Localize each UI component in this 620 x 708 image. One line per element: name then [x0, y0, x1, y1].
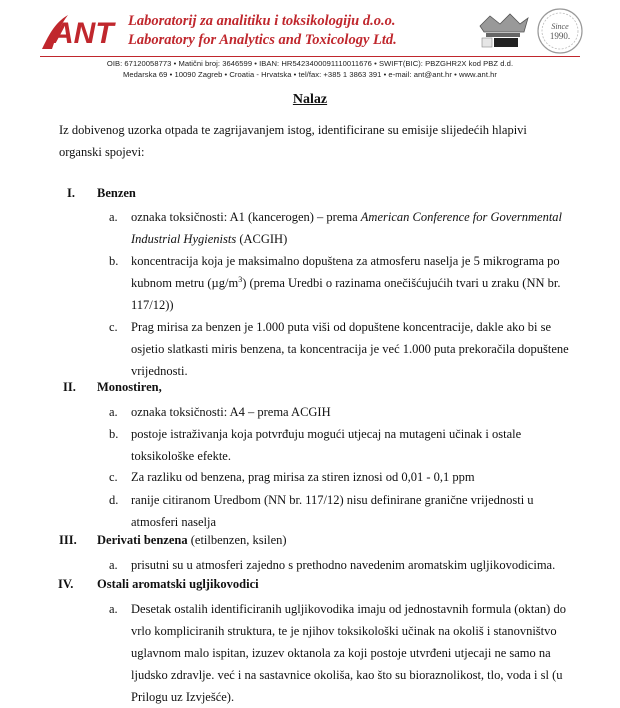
header-divider — [40, 56, 580, 57]
item-marker: d. — [109, 493, 119, 507]
company-name-en: Laboratory for Analytics and Toxicology Ltd. — [128, 32, 397, 48]
award-crown-icon — [474, 12, 532, 50]
item-marker: c. — [109, 320, 118, 334]
section-heading: Ostali aromatski ugljikovodici — [97, 577, 259, 591]
item-marker: a. — [109, 405, 118, 419]
contact-line-1: OIB: 67120058773 • Matični broj: 3646599 • IBAN: HR5423400091110011676 • SWIFT(BIC): PBZGHR2X kod PBZ d.d. — [106, 59, 514, 68]
section-heading: Derivati benzena — [97, 533, 188, 547]
item-marker: b. — [109, 254, 119, 268]
item-marker: a. — [109, 602, 118, 616]
intro-paragraph: Iz dobivenog uzorka otpada te zagrijavanjem istog, identificirane su emisije slijedećih hlapivi organski spojevi: — [59, 123, 527, 159]
item-text: postoje istraživanja koja potvrđuju mogući utjecaj na mutageni učinak i ostale toksikološke efekte. — [131, 427, 522, 463]
item-text: prisutni su u atmosferi zajedno s prethodno navedenim aromatskim ugljikovodicima. — [131, 558, 556, 572]
item-text: Desetak ostalih identificiranih ugljikovodika imaju od jednostavnih formula (oktan) do vrlo kompliciranih struktura, te je njihov toksikološki učinak na okoliš i stanovništvo uglavnom malo ispitan, izuzev oktanola za koji postoje utvrđeni utjecaji ne samo na ljudsko zdravlje. već i na sastavnice okoliša, kao što su bioraznolikost, tlo, voda i sl (u Prilogu uz Izvješće). — [131, 602, 566, 704]
section-heading: Monostiren, — [97, 380, 162, 394]
item-marker: a. — [109, 210, 118, 224]
since-text: Since — [551, 22, 569, 31]
item-marker: a. — [109, 558, 118, 572]
section-heading-suffix: (etilbenzen, ksilen) — [187, 533, 287, 547]
contact-line-2: Medarska 69 • 10090 Zagreb • Croatia - Hrvatska • tel/fax: +385 1 3863 391 • e-mail: ant@ant.hr • www.ant.hr — [123, 70, 497, 79]
section-numeral: III. — [59, 533, 77, 547]
since-year: 1990. — [549, 31, 571, 41]
item-marker: b. — [109, 427, 119, 441]
section-numeral: II. — [63, 380, 76, 394]
document-title: Nalaz — [292, 92, 328, 107]
item-text: oznaka toksičnosti: A4 – prema ACGIH — [131, 405, 331, 419]
item-text: Za razliku od benzena, prag mirisa za stiren iznosi od 0,01 - 0,1 ppm — [131, 470, 475, 484]
logo-text: ANT — [52, 17, 114, 50]
ant-logo — [38, 9, 118, 51]
section-heading: Benzen — [97, 186, 136, 200]
section-numeral: I. — [67, 186, 75, 200]
company-name-hr: Laboratorij za analitiku i toksikologiju d.o.o. — [128, 13, 396, 29]
item-text: koncentracija koja je maksimalno dopuštena za atmosferu naselja je 5 mikrograma po kubnom metru $(\mu g/m^3)$ (prema Uredbi o razinama onečišćujućih tvari u zraku (NN br. 117/12)) — [131, 254, 561, 312]
acgih-italic: American Conference for Governmental Industrial Hygienists — [131, 210, 563, 246]
item-text: Prag mirisa za benzen je 1.000 puta viši od dopuštene koncentracije, dakle ako bi se osjetio slatkasti miris benzena, ta koncentracija je već 1.000 puta prekoračila dopuštene vrijednosti. — [131, 320, 569, 378]
item-marker: c. — [109, 470, 118, 484]
item-text: oznaka toksičnosti: A1 (kancerogen) – prema American Conference for Governmental Industrial Hygienists (ACGIH) — [131, 210, 563, 246]
section-numeral: IV. — [58, 577, 74, 591]
since-1990-seal — [536, 7, 584, 55]
company-name — [128, 12, 397, 50]
item-text: ranije citiranom Uredbom (NN br. 117/12) nisu definirane granične vrijednosti u atmosferi naselja — [131, 493, 534, 529]
